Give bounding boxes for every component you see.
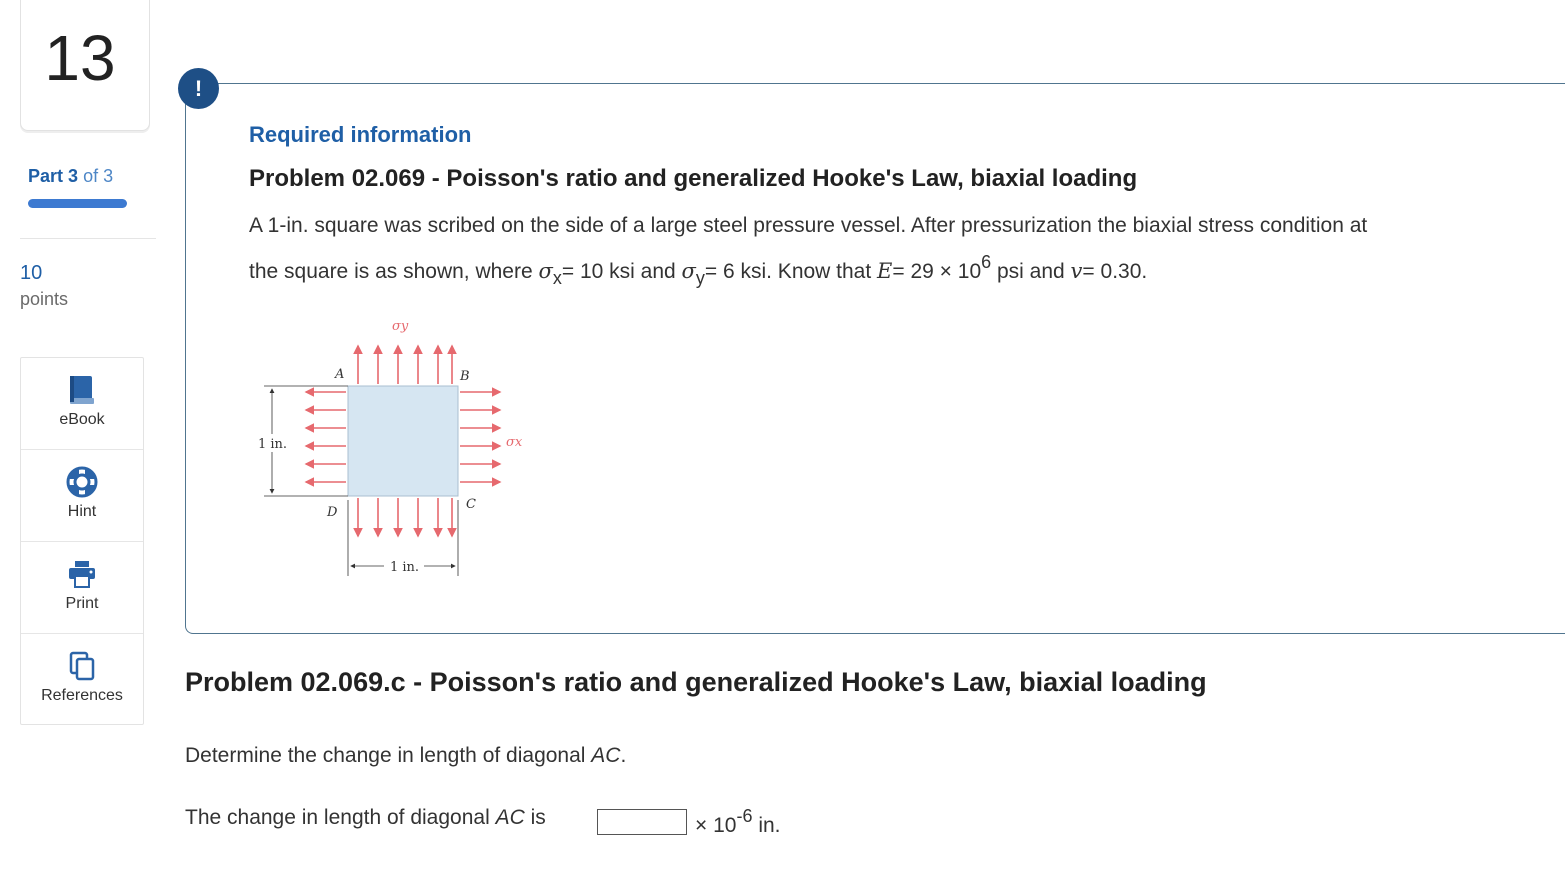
part-total: of 3 [83, 166, 114, 186]
corner-d-label: D [327, 505, 338, 520]
sigma-x-label: σx [506, 435, 523, 450]
part-current: 3 [68, 166, 79, 186]
print-label: Print [65, 595, 99, 612]
dimension-vertical-label: 1 in. [258, 437, 288, 452]
rail-divider [20, 238, 156, 239]
sigma-x-arrows-right [460, 392, 500, 482]
points-value: 10 [20, 262, 43, 284]
ebook-button[interactable] [21, 358, 143, 450]
statement-line-1: A 1-in. square was scribed on the side of a large steel pressure vessel. After pressurization the biaxial stress condition at [249, 214, 1368, 237]
part-indicator [28, 166, 113, 187]
references-label: References [41, 687, 123, 704]
sigma-y-arrows-top [358, 346, 452, 384]
square-element [348, 386, 458, 496]
points-label: points [20, 289, 69, 309]
alert-icon: ! [178, 68, 219, 109]
print-button[interactable] [21, 542, 143, 634]
problem-title: Problem 02.069 - Poisson's ratio and generalized Hooke's Law, biaxial loading [249, 165, 1138, 192]
answer-input[interactable] [597, 809, 687, 835]
problem-statement [249, 208, 1539, 296]
printer-icon [66, 558, 98, 590]
copy-pages-icon [66, 650, 98, 682]
hint-label: Hint [67, 503, 97, 520]
part-c-title: Problem 02.069.c - Poisson's ratio and generalized Hooke's Law, biaxial loading [185, 667, 1207, 697]
lifebuoy-icon [66, 466, 98, 498]
sigma-y-label: σy [392, 319, 409, 334]
sigma-y-arrows-bottom [358, 498, 452, 536]
part-prefix: Part [28, 166, 64, 186]
references-button[interactable] [21, 634, 143, 725]
tools-panel [20, 357, 144, 725]
part-c-answer-label: The change in length of diagonal AC is [185, 806, 546, 829]
answer-units: × 10-6 in. [695, 806, 781, 837]
part-c-prompt: Determine the change in length of diagonal AC. [185, 744, 627, 767]
book-icon [66, 374, 98, 406]
corner-c-label: C [466, 497, 476, 512]
question-number: 13 [44, 22, 116, 94]
statement-line-2: the square is as shown, where σx= 10 ksi and σy= 6 ksi. Know that E= 29 × 106 psi and v= 0.30. [249, 252, 1148, 288]
required-info-heading: Required information [249, 122, 472, 147]
hint-button[interactable] [21, 450, 143, 542]
corner-b-label: B [460, 369, 470, 384]
dimension-horizontal-label: 1 in. [390, 560, 420, 575]
sigma-x-arrows-left [306, 392, 346, 482]
part-progress-bar [28, 199, 127, 208]
corner-a-label: A [335, 367, 345, 382]
ebook-label: eBook [59, 411, 105, 428]
stress-square-figure [252, 310, 602, 580]
